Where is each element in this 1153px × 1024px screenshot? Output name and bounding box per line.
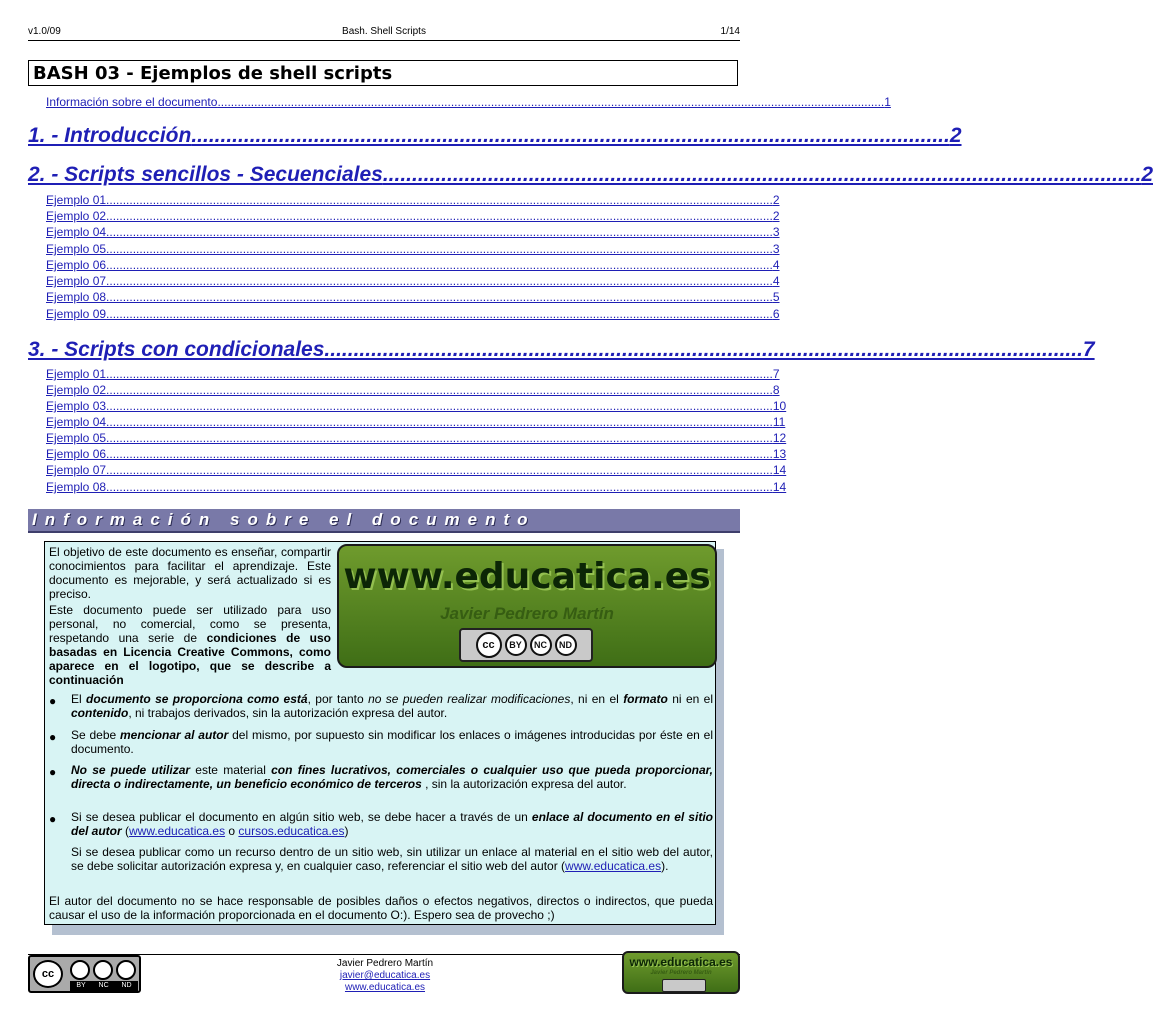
toc-item-label: Ejemplo 01 [46, 193, 107, 207]
link-educatica[interactable]: www.educatica.es [565, 859, 662, 873]
bullet-text: Se debe [71, 728, 120, 742]
nc-icon [530, 634, 552, 656]
toc-item[interactable] [46, 366, 780, 382]
toc-leader-dots: ........................................................................................................................................................................................................ [106, 480, 773, 494]
toc-item[interactable] [46, 306, 780, 322]
toc-item[interactable] [46, 273, 780, 289]
bullet-dot: ● [49, 812, 57, 826]
toc-item-page: 2 [772, 193, 780, 207]
toc-item-label: Ejemplo 08 [46, 290, 107, 304]
toc-leader-dots: ........................................................................................................................................................................................................ [106, 367, 773, 381]
toc-item[interactable] [46, 382, 780, 398]
info-paragraph-recurso [71, 845, 713, 873]
cc-label: ND [559, 640, 572, 650]
bullet-text: o [225, 824, 239, 838]
toc-leader-dots: ........................................................................................................................................................................................................ [217, 95, 885, 109]
paragraph-text: ). [661, 859, 669, 873]
bullet-emphasis: documento se proporciona como está [86, 692, 308, 706]
toc-item-page: 4 [772, 258, 780, 272]
toc-leader-dots: .................................................................................................................................. [382, 163, 1142, 186]
bullet-emphasis: no se pueden realizar modificaciones [368, 692, 571, 706]
logo-site-text: www.educatica.es [343, 556, 711, 597]
bullet-dot: ● [49, 765, 57, 779]
toc-item-page: 6 [772, 307, 780, 321]
bullet-text: , sin la autorización expresa del autor. [421, 777, 627, 791]
toc-item-label: Ejemplo 02 [46, 209, 107, 223]
link-educatica[interactable]: www.educatica.es [129, 824, 226, 838]
toc-section-label: 1. - Introducción [28, 124, 192, 147]
nc-icon [93, 960, 113, 980]
cc-icon: cc [33, 960, 63, 988]
toc-item[interactable] [46, 241, 780, 257]
toc-leader-dots: ........................................................................................................................................................................................................ [106, 447, 773, 461]
cc-label: BY [509, 640, 522, 650]
toc-item-label: Ejemplo 01 [46, 367, 107, 381]
toc-item[interactable] [46, 208, 780, 224]
footer-author: Javier Pedrero Martín [336, 958, 434, 969]
bullet-text: Si se desea publicar el documento en algún sitio web, se debe hacer a través de un [71, 810, 532, 824]
toc-item[interactable] [46, 192, 780, 208]
toc-leader-dots: ........................................................................................................................................................................................................ [106, 290, 773, 304]
info-bullet-publicar [71, 810, 713, 838]
toc-item[interactable] [46, 430, 787, 446]
bullet-text: ( [121, 824, 130, 838]
toc-leader-dots: ........................................................................................................................................................................................................ [106, 383, 773, 397]
toc-item-label: Ejemplo 06 [46, 258, 107, 272]
toc-entry-section-3[interactable] [28, 337, 1095, 363]
toc-item-label: Ejemplo 09 [46, 307, 107, 321]
footer-email-link[interactable]: javier@educatica.es [339, 970, 431, 981]
toc-leader-dots: ........................................................................................................................................................................................................ [106, 209, 773, 223]
toc-leader-dots: ........................................................................................................................................................................................................ [106, 415, 773, 429]
toc-item-page: 3 [772, 242, 780, 256]
toc-leader-dots: ........................................................................................................................................................................................................ [106, 307, 773, 321]
info-uso-text: Este documento puede ser utilizado para uso personal, no comercial, como se presenta, respetando una serie de [49, 603, 331, 645]
info-bullet-autor [71, 728, 713, 756]
toc-leader-dots: ........................................................................................................................................................................................................ [106, 274, 773, 288]
toc-section-page: 2 [949, 124, 962, 147]
toc-entry-page: 1 [884, 95, 891, 109]
toc-item-page: 14 [772, 463, 787, 477]
info-uso-conditions: condiciones de uso basadas en Licencia Creative Commons, como aparece en el logotipo, que se describe a continuación [49, 631, 331, 687]
footer-educatica-logo [622, 951, 740, 994]
section-heading-informacion: Información sobre el documento [28, 509, 740, 533]
toc-entry-label: Información sobre el documento [46, 95, 218, 109]
toc-item-label: Ejemplo 05 [46, 431, 107, 445]
toc-leader-dots: ........................................................................................................................................................................................................ [106, 258, 773, 272]
footer-site-link[interactable]: www.educatica.es [344, 982, 426, 993]
toc-item-page: 11 [772, 415, 786, 429]
by-icon [505, 634, 527, 656]
cc-label: ND [121, 982, 132, 989]
toc-item-page: 2 [772, 209, 780, 223]
toc-item-label: Ejemplo 05 [46, 242, 107, 256]
toc-entry-section-2[interactable] [28, 162, 1153, 188]
info-paragraph-responsabilidad: El autor del documento no se hace responsable de posibles daños o efectos negativos, directos o indirectos, que pueda causar el uso de la información proporcionada en el documento O:). Espero sea de provecho ;) [49, 894, 713, 922]
toc-item-page: 13 [772, 447, 787, 461]
info-bullet-lucrativos [71, 763, 713, 791]
toc-leader-dots: .................................................................................................................................. [324, 338, 1083, 361]
bullet-text: , por tanto [307, 692, 369, 706]
toc-item[interactable] [46, 289, 780, 305]
bullet-text: del mismo, por supuesto sin modificar los enlaces o imágenes introducidas por éste en el documento. [71, 728, 713, 756]
bullet-text: , ni trabajos derivados, sin la autorización expresa del autor. [128, 706, 448, 720]
toc-item-page: 5 [772, 290, 780, 304]
toc-item[interactable] [46, 479, 787, 495]
info-paragraph-uso [49, 603, 331, 687]
toc-item-page: 7 [772, 367, 780, 381]
bullet-emphasis: No se puede utilizar [71, 763, 191, 777]
toc-section-label: 3. - Scripts con condicionales [28, 338, 325, 361]
toc-item-page: 8 [772, 383, 780, 397]
by-icon [70, 960, 90, 980]
toc-entry-section-1[interactable] [28, 123, 962, 149]
cc-label: NC [98, 982, 109, 989]
bullet-text: ni en el [667, 692, 713, 706]
footer-cc-license-badge [28, 955, 141, 993]
toc-section-page: 2 [1141, 163, 1153, 186]
educatica-logo [337, 544, 717, 668]
nd-icon [555, 634, 577, 656]
toc-leader-dots: ........................................................................................................................................................................................................ [106, 431, 773, 445]
toc-item-page: 12 [772, 431, 787, 445]
nd-icon [116, 960, 136, 980]
header-version: v1.0/09 [28, 26, 61, 37]
toc-leader-dots: .................................................................................................................................. [191, 124, 950, 147]
toc-leader-dots: ........................................................................................................................................................................................................ [106, 463, 773, 477]
logo-author-text: Javier Pedrero Martín [440, 604, 614, 623]
toc-item-label: Ejemplo 08 [46, 480, 107, 494]
toc-leader-dots: ........................................................................................................................................................................................................ [106, 193, 773, 207]
footer-author-info [280, 958, 490, 994]
bullet-text: El [71, 692, 87, 706]
toc-item-label: Ejemplo 04 [46, 225, 107, 239]
toc-item-label: Ejemplo 04 [46, 415, 107, 429]
toc-item[interactable] [46, 414, 786, 430]
footer-cc-icons [70, 960, 138, 980]
toc-section-label: 2. - Scripts sencillos - Secuenciales [28, 163, 383, 186]
bullet-emphasis: contenido [71, 706, 129, 720]
toc-leader-dots: ........................................................................................................................................................................................................ [106, 225, 773, 239]
toc-item-label: Ejemplo 07 [46, 463, 107, 477]
bullet-dot: ● [49, 730, 57, 744]
toc-item-label: Ejemplo 06 [46, 447, 107, 461]
link-cursos-educatica[interactable]: cursos.educatica.es [238, 824, 345, 838]
toc-item-label: Ejemplo 02 [46, 383, 107, 397]
toc-item-page: 14 [772, 480, 787, 494]
toc-item-page: 3 [772, 225, 780, 239]
toc-leader-dots: ........................................................................................................................................................................................................ [106, 242, 773, 256]
toc-item-label: Ejemplo 03 [46, 399, 107, 413]
bullet-text: ) [344, 824, 349, 838]
bullet-text: este material [190, 763, 272, 777]
bullet-dot: ● [49, 694, 57, 708]
toc-item[interactable] [46, 462, 787, 478]
toc-section-page: 7 [1082, 338, 1095, 361]
cc-label: BY [76, 982, 86, 989]
cc-icon: cc [476, 632, 502, 658]
toc-item-label: Ejemplo 07 [46, 274, 107, 288]
toc-item[interactable] [46, 257, 780, 273]
toc-item[interactable] [46, 398, 787, 414]
bullet-emphasis: mencionar al autor [120, 728, 229, 742]
page-header [28, 24, 740, 41]
header-title: Bash. Shell Scripts [342, 26, 426, 37]
bullet-text: , ni en el [570, 692, 624, 706]
toc-item-page: 4 [772, 274, 780, 288]
footer-logo-author: Javier Pedrero Martín [650, 970, 712, 976]
bullet-emphasis: enlace al documento en el sitio del autor [71, 810, 713, 838]
cc-license-badge [459, 628, 593, 662]
toc-item-page: 10 [772, 399, 787, 413]
toc-entry-informacion[interactable] [46, 94, 891, 110]
footer-logo-cc-badge [662, 979, 706, 992]
toc-item[interactable] [46, 446, 787, 462]
cc-label: NC [534, 640, 547, 650]
toc-item[interactable] [46, 224, 780, 240]
footer-cc-labels [70, 981, 138, 991]
toc-leader-dots: ........................................................................................................................................................................................................ [106, 399, 773, 413]
info-bullet-formato [71, 692, 713, 720]
bullet-emphasis: con fines lucrativos, comerciales o cualquier uso que pueda proporcionar, directa o indirectamente, un beneficio económico de terceros [71, 763, 713, 791]
paragraph-text: Si se desea publicar como un recurso dentro de un sitio web, sin utilizar un enlace al material en el sitio web del autor, se debe solicitar autorización expresa y, en cualquier caso, referenciar el sitio web del autor ( [71, 845, 713, 873]
footer-logo-site: www.educatica.es [629, 955, 733, 969]
document-title: BASH 03 - Ejemplos de shell scripts [28, 60, 738, 86]
bullet-emphasis: formato [623, 692, 668, 706]
info-paragraph-objetivo: El objetivo de este documento es enseñar, compartir conocimientos para facilitar el aprendizaje. Este documento es mejorable, y será actualizado si es preciso. [49, 545, 331, 601]
header-page-number: 1/14 [720, 26, 740, 37]
